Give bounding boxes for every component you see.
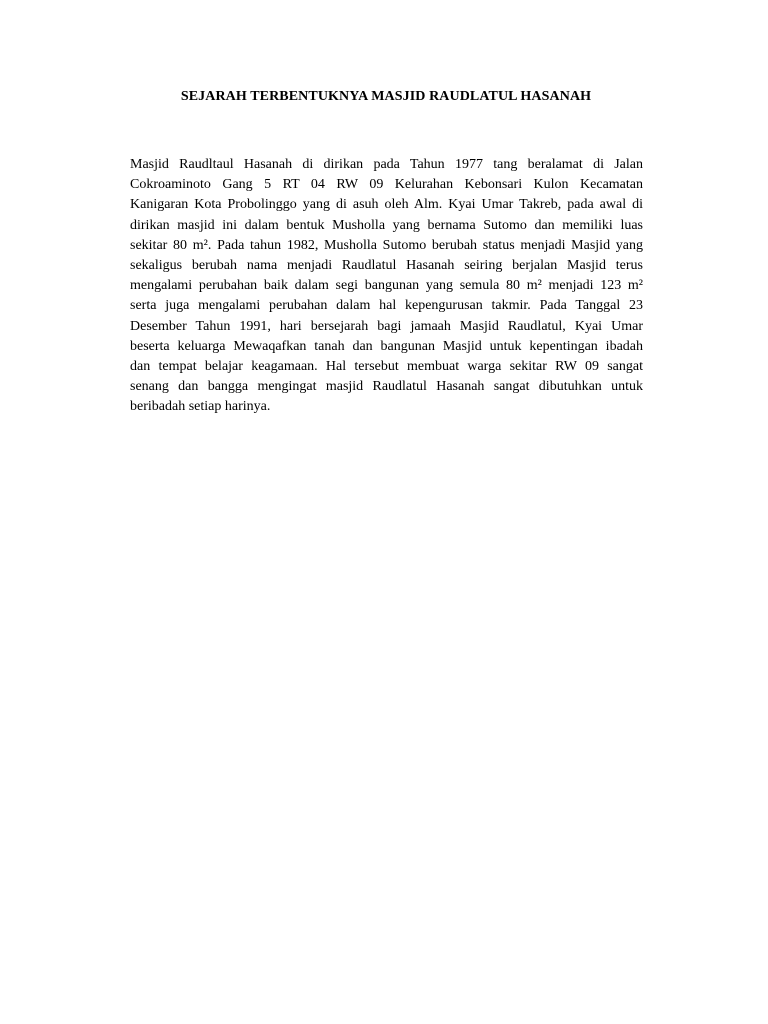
paragraph-line: beserta keluarga Mewaqafkan tanah dan bangunan Masjid untuk kepentingan ibadah <box>130 338 643 354</box>
paragraph-line: sekaligus berubah nama menjadi Raudlatul Hasanah seiring berjalan Masjid terus <box>130 258 643 274</box>
paragraph-line: sekitar 80 m². Pada tahun 1982, Musholla Sutomo berubah status menjadi Masjid yang <box>130 237 643 253</box>
paragraph-line: senang dan bangga mengingat masjid Raudlatul Hasanah sangat dibutuhkan untuk <box>130 379 643 395</box>
paragraph-line: dirikan masjid ini dalam bentuk Musholla yang bernama Sutomo dan memiliki luas <box>130 217 643 233</box>
paragraph-line: serta juga mengalami perubahan dalam hal kepengurusan takmir. Pada Tanggal 23 <box>130 298 643 314</box>
paragraph-line: beribadah setiap harinya. <box>130 399 271 415</box>
body-paragraph <box>130 155 643 418</box>
document-title: SEJARAH TERBENTUKNYA MASJID RAUDLATUL HASANAH <box>180 89 592 104</box>
paragraph-line: Kanigaran Kota Probolinggo yang di asuh oleh Alm. Kyai Umar Takreb, pada awal di <box>130 197 643 213</box>
paragraph-line: dan tempat belajar keagamaan. Hal tersebut membuat warga sekitar RW 09 sangat <box>130 359 643 375</box>
paragraph-line: Desember Tahun 1991, hari bersejarah bagi jamaah Masjid Raudlatul, Kyai Umar <box>130 318 643 334</box>
paragraph-line: Masjid Raudltaul Hasanah di dirikan pada Tahun 1977 tang beralamat di Jalan <box>130 157 643 172</box>
paragraph-line: mengalami perubahan baik dalam segi bangunan yang semula 80 m² menjadi 123 m² <box>130 278 643 294</box>
paragraph-line: Cokroaminoto Gang 5 RT 04 RW 09 Kelurahan Kebonsari Kulon Kecamatan <box>130 177 643 193</box>
